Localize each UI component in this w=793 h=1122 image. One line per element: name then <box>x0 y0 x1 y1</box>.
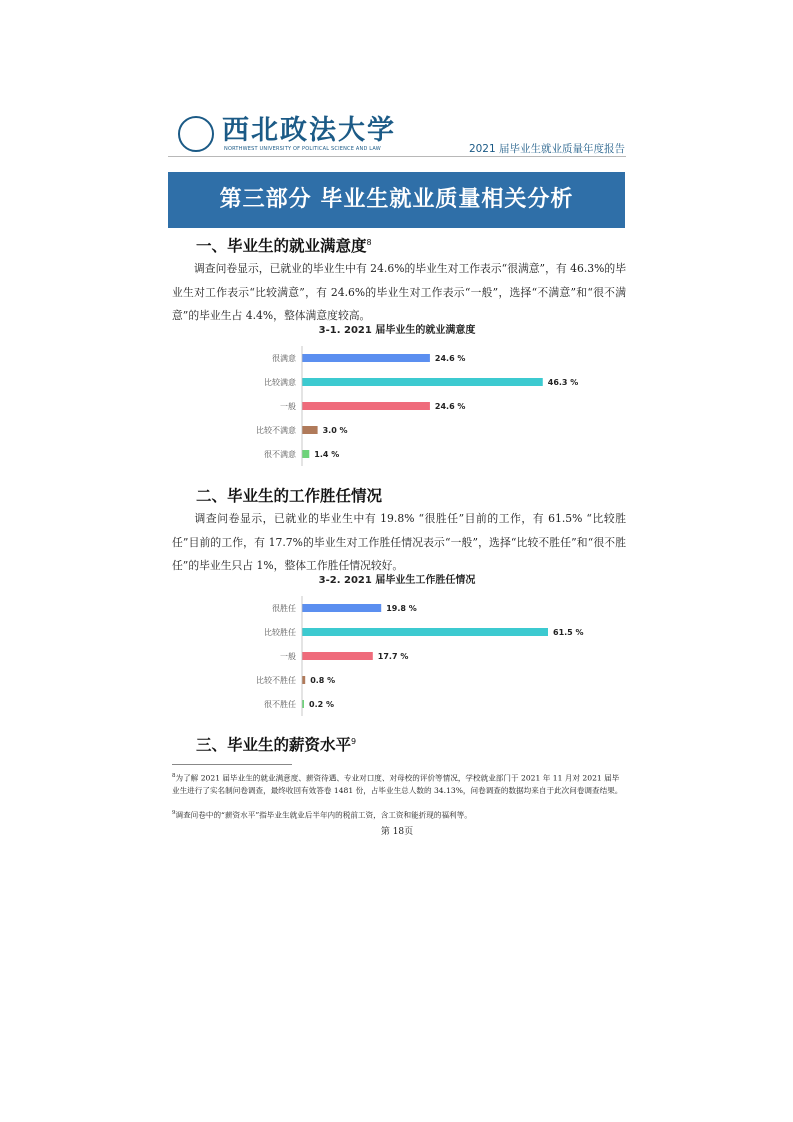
chart-1-category-label: 很满意 <box>272 354 296 363</box>
chart-1-bar <box>302 402 430 410</box>
chart-1-category-label: 比较满意 <box>264 378 296 387</box>
chart-2-bar <box>302 604 381 612</box>
chart-1-value-label: 46.3 % <box>547 378 579 387</box>
chart-2-value-label: 17.7 % <box>377 652 409 661</box>
university-name-en: NORTHWEST UNIVERSITY OF POLITICAL SCIENCE AND LAW <box>224 146 381 152</box>
chart-2-bar <box>302 628 548 636</box>
chart-2-value-label: 61.5 % <box>553 628 584 637</box>
footnote-8-text: 为了解 2021 届毕业生的就业满意度、薪资待遇、专业对口度、对母校的评价等情况，学校就业部门于 2021 年 11 月对 2021 届毕业生进行了实名制问卷调查，最终收回有效答卷 1481 份，占毕业生总人数的 34.13%，问卷调查的数据均来自于此次问卷调查结果。 <box>172 773 623 796</box>
section-2-heading-text: 二、毕业生的工作胜任情况 <box>196 487 383 505</box>
section-2-paragraph <box>172 507 626 578</box>
chart-1-category-label: 很不满意 <box>264 450 296 459</box>
chart-2-category-label: 一般 <box>280 652 296 661</box>
footnote-ref-9[interactable]: 9 <box>351 736 357 746</box>
footnote-9 <box>172 807 626 822</box>
chart-1-bar <box>302 378 543 386</box>
chart-1-bar <box>302 450 309 458</box>
chart-1-value-label: 24.6 % <box>434 402 466 411</box>
chart-1-satisfaction <box>230 340 590 470</box>
university-emblem-icon <box>178 116 214 152</box>
chart-2-category-label: 比较胜任 <box>264 628 296 637</box>
report-title: 2021 届毕业生就业质量年度报告 <box>468 143 625 155</box>
chart-1-category-label: 一般 <box>280 402 296 411</box>
footnote-divider <box>172 764 292 765</box>
header-divider <box>168 156 626 157</box>
section-3-heading-text: 三、毕业生的薪资水平 <box>196 736 352 754</box>
chart-1-value-label: 1.4 % <box>314 450 340 459</box>
chart-2-category-label: 很胜任 <box>272 604 296 613</box>
chart-1-title: 3-1. 2021 届毕业生的就业满意度 <box>318 325 476 336</box>
footnote-9-ref: 9 <box>172 810 176 816</box>
footnote-8-ref: 8 <box>172 773 176 779</box>
section-2-paragraph-text: 调查问卷显示，已就业的毕业生中有 19.8% “很胜任”目前的工作，有 61.5% “比较胜任”目前的工作，有 17.7%的毕业生对工作胜任情况表示“一般”，选择“比较不胜任”和“很不胜任”的毕业生只占 1%，整体工作胜任情况较好。 <box>172 512 626 572</box>
chart-2-value-label: 0.8 % <box>310 676 336 685</box>
footnote-9-text: 调查问卷中的“薪资水平”指毕业生就业后半年内的税前工资，含工资和能折现的福利等。 <box>175 810 472 820</box>
section-1-heading-text: 一、毕业生的就业满意度 <box>196 237 367 255</box>
chart-1-category-label: 比较不满意 <box>256 426 296 435</box>
footnote-ref-8[interactable]: 8 <box>366 237 372 247</box>
footnote-8 <box>172 770 626 798</box>
section-1-heading <box>196 234 372 256</box>
chart-2-competence <box>230 590 590 720</box>
chart-2-value-label: 19.8 % <box>386 604 417 613</box>
chart-1-value-label: 24.6 % <box>434 354 466 363</box>
university-name-cn: 西北政法大学 <box>222 115 396 146</box>
page-number: 第 18页 <box>380 827 414 837</box>
chart-2-bar <box>302 652 373 660</box>
chart-2-category-label: 比较不胜任 <box>256 676 296 685</box>
chart-2-category-label: 很不胜任 <box>264 700 296 709</box>
section-1-paragraph <box>172 257 626 328</box>
part-banner: 第三部分 毕业生就业质量相关分析 <box>168 172 625 228</box>
section-2-heading <box>196 484 382 506</box>
chart-2-bar <box>302 676 305 684</box>
section-1-paragraph-text: 调查问卷显示，已就业的毕业生中有 24.6%的毕业生对工作表示“很满意”，有 46.3%的毕业生对工作表示“比较满意”，有 24.6%的毕业生对工作表示“一般”，选择“不满意”和“很不满意”的毕业生占 4.4%，整体满意度较高。 <box>172 262 626 322</box>
chart-2-title: 3-2. 2021 届毕业生工作胜任情况 <box>318 575 476 586</box>
chart-1-bar <box>302 354 430 362</box>
chart-1-value-label: 3.0 % <box>322 426 348 435</box>
section-3-heading <box>196 733 356 755</box>
chart-1-bar <box>302 426 318 434</box>
chart-2-value-label: 0.2 % <box>309 700 334 709</box>
